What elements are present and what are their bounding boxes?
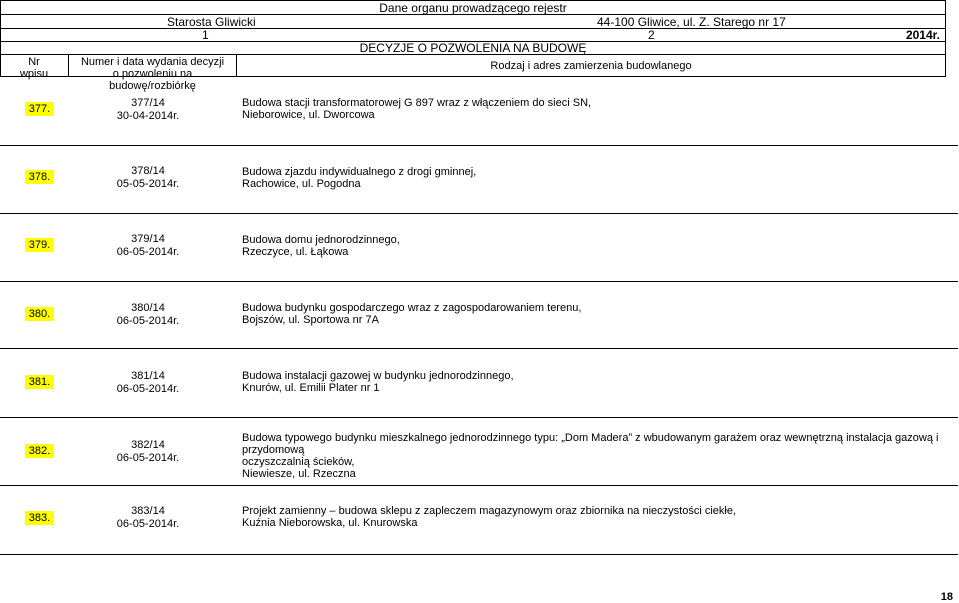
project-description	[242, 302, 942, 326]
table-row	[0, 145, 958, 213]
col-num-line: o pozwoleniu na budowę/rozbiórkę	[109, 68, 196, 92]
header-register: DECYZJE O POZWOLENIA NA BUDOWĘ	[359, 41, 587, 55]
decision-date: 06-05-2014r.	[116, 315, 180, 327]
entry-number: 379.	[25, 238, 54, 252]
decision-number	[100, 165, 196, 191]
project-description	[242, 234, 942, 258]
decision-number	[100, 505, 196, 531]
table-row	[0, 281, 958, 348]
header-line	[0, 28, 945, 29]
description-line: Bojszów, ul. Sportowa nr 7A	[242, 314, 379, 326]
description-line: Kuźnia Nieborowska, ul. Knurowska	[242, 517, 418, 529]
decision-id: 382/14	[131, 439, 165, 451]
header-authority: Starosta Gliwicki	[167, 15, 256, 29]
decision-date: 06-05-2014r.	[116, 452, 180, 464]
header-line	[0, 0, 945, 1]
decision-date: 06-05-2014r.	[116, 246, 180, 258]
entry-number: 381.	[25, 375, 54, 389]
description-line: Budowa stacji transformatorowej G 897 wraz z włączeniem do sieci SN,	[242, 97, 592, 109]
header-address: 44-100 Gliwice, ul. Z. Starego nr 17	[597, 15, 786, 29]
decision-number	[100, 233, 196, 259]
entry-number: 382.	[25, 444, 54, 458]
header-col1: 1	[202, 28, 209, 42]
decision-number	[100, 370, 196, 396]
row-divider	[0, 281, 958, 282]
decision-number	[100, 439, 196, 465]
description-line: Budowa typowego budynku mieszkalnego jednorodzinnego typu: „Dom Madera” z wbudowanym garażem oraz wewnętrzną instalacja gazową i przydomową	[242, 432, 939, 456]
decision-number	[100, 302, 196, 328]
project-description	[242, 370, 942, 394]
header-line	[0, 54, 945, 55]
decision-id: 378/14	[131, 165, 165, 177]
row-divider	[0, 485, 958, 486]
header-year: 2014r.	[905, 28, 940, 42]
col-nr-line: wpisu	[19, 68, 49, 80]
header-col2: 2	[648, 28, 655, 42]
header-title: Dane organu prowadzącego rejestr	[379, 1, 567, 15]
row-divider	[0, 348, 958, 349]
table-row	[0, 348, 958, 417]
description-line: Nieborowice, ul. Dworcowa	[242, 109, 375, 121]
description-line: Projekt zamienny – budowa sklepu z zapleczem magazynowym oraz zbiornika na nieczystości ciekłe,	[242, 505, 737, 517]
description-line: Knurów, ul. Emilii Plater nr 1	[242, 382, 380, 394]
description-line: Budowa instalacji gazowej w budynku jednorodzinnego,	[242, 370, 514, 382]
col-desc-header: Rodzaj i adres zamierzenia budowlanego	[490, 60, 692, 72]
header-line	[0, 41, 945, 42]
decision-date: 05-05-2014r.	[116, 178, 180, 190]
entry-number: 378.	[25, 170, 54, 184]
entry-number: 383.	[25, 511, 54, 525]
decision-date: 30-04-2014r.	[116, 110, 180, 122]
decision-id: 383/14	[131, 505, 165, 517]
description-line: Niewiesze, ul. Rzeczna	[242, 468, 356, 480]
row-divider	[0, 417, 958, 418]
decision-date: 06-05-2014r.	[116, 383, 180, 395]
col-num-line: Numer i data wydania decyzji	[80, 56, 225, 68]
description-line: Budowa zjazdu indywidualnego z drogi gminnej,	[242, 166, 477, 178]
header-line	[0, 14, 945, 15]
decision-id: 377/14	[131, 97, 165, 109]
description-line: Budowa budynku gospodarczego wraz z zagospodarowaniem terenu,	[242, 302, 582, 314]
description-line: Rzeczyce, ul. Łąkowa	[242, 246, 349, 258]
row-divider	[0, 213, 958, 214]
decision-id: 380/14	[131, 302, 165, 314]
decision-id: 379/14	[131, 233, 165, 245]
entry-number: 377.	[25, 102, 54, 116]
row-divider	[0, 145, 958, 146]
project-description	[242, 505, 942, 529]
table-row	[0, 417, 958, 485]
header-line	[945, 0, 946, 77]
table-row	[0, 485, 958, 554]
row-divider	[0, 554, 958, 555]
description-line: oczyszczalnią ścieków,	[242, 456, 355, 468]
decision-id: 381/14	[131, 370, 165, 382]
col-nr-line: Nr	[28, 56, 40, 68]
description-line: Budowa domu jednorodzinnego,	[242, 234, 400, 246]
project-description	[242, 432, 942, 480]
table-row	[0, 213, 958, 281]
entry-number: 380.	[25, 307, 54, 321]
decision-number	[100, 97, 196, 123]
project-description	[242, 97, 942, 121]
project-description	[242, 166, 942, 190]
description-line: Rachowice, ul. Pogodna	[242, 178, 361, 190]
page-number: 18	[940, 591, 953, 603]
decision-date: 06-05-2014r.	[116, 518, 180, 530]
table-row	[0, 77, 958, 145]
